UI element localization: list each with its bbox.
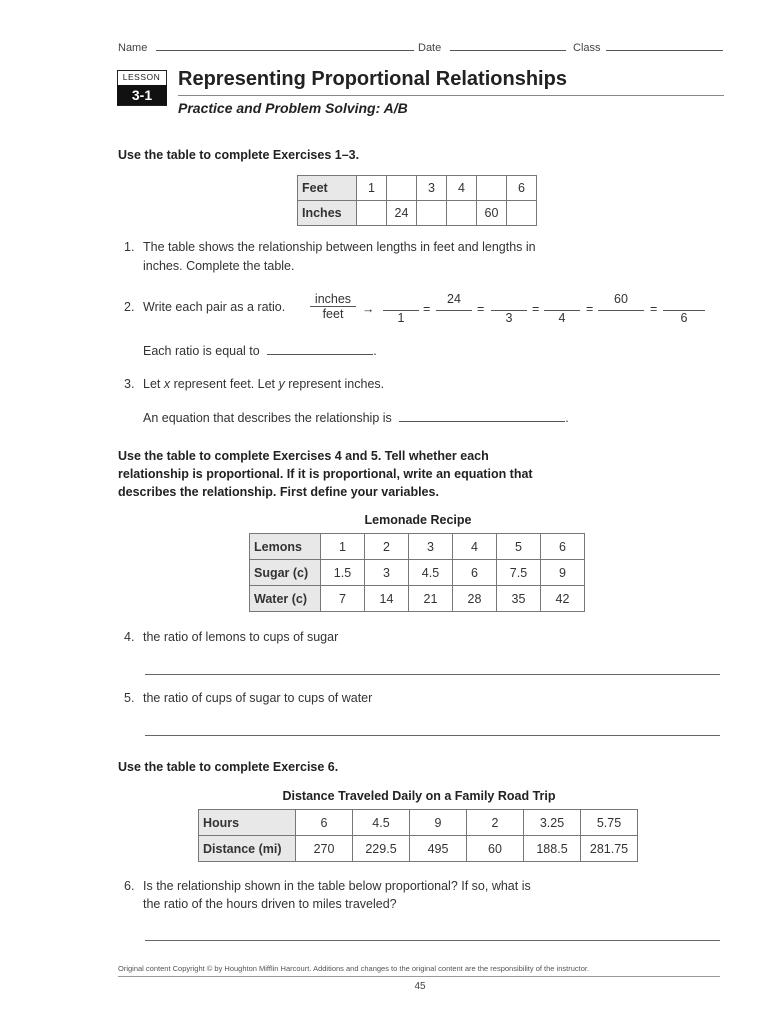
table-cell: 3.25 (524, 810, 581, 836)
table-cell: 1.5 (321, 560, 365, 586)
table-cell-blank[interactable] (447, 201, 477, 226)
instruction-line: describes the relationship. First define your variables. (118, 485, 439, 499)
ratio-5[interactable] (598, 292, 644, 329)
table-cell: 14 (365, 586, 409, 612)
text-segment: represent feet. Let (170, 377, 279, 391)
section2-instruction (118, 447, 533, 501)
table-cell: 3 (417, 176, 447, 201)
exercise-1-number: 1. (124, 240, 135, 254)
row-label: Lemons (250, 534, 321, 560)
equals-sign: = (586, 302, 594, 316)
table-cell: 21 (409, 586, 453, 612)
table-cell: 35 (497, 586, 541, 612)
exercise-6-text-line2: the ratio of the hours driven to miles traveled? (143, 897, 397, 911)
ratio-3-numerator-blank[interactable] (491, 292, 527, 310)
arrow-icon: → (362, 302, 375, 316)
exercise-1-text-line2: inches. Complete the table. (143, 259, 295, 273)
text-segment: represent inches. (284, 377, 385, 391)
ratio-1-numerator-blank[interactable] (383, 292, 419, 310)
exercise-6-answer-line[interactable] (145, 940, 720, 941)
exercise-3-number: 3. (124, 377, 135, 391)
road-trip-table-title: Distance Traveled Daily on a Family Road Trip (282, 789, 556, 803)
table-cell: 4 (447, 176, 477, 201)
date-label: Date (418, 42, 442, 54)
class-field[interactable] (573, 40, 723, 54)
table-cell: 42 (541, 586, 585, 612)
table-cell: 6 (507, 176, 537, 201)
period: . (373, 344, 377, 358)
name-blank[interactable] (156, 40, 414, 51)
name-field[interactable] (118, 40, 414, 54)
equation-text: An equation that describes the relationship is (143, 411, 392, 425)
copyright-notice: Original content Copyright © by Houghton Mifflin Harcourt. Additions and changes to the original content are the responsibility of the instructor. (118, 964, 590, 973)
table-cell: 5.75 (581, 810, 638, 836)
instruction-line: Use the table to complete Exercises 4 and 5. Tell whether each (118, 449, 489, 463)
table-cell: 2 (365, 534, 409, 560)
instruction-line: relationship is proportional. If it is proportional, write an equation that (118, 467, 533, 481)
ratio-1[interactable] (383, 292, 419, 325)
equals-sign: = (532, 302, 540, 316)
ratio-4-numerator-blank[interactable] (544, 292, 580, 310)
equation-blank[interactable] (399, 411, 565, 422)
ratio-4-denominator: 4 (558, 311, 566, 325)
class-blank[interactable] (606, 40, 723, 51)
row-label: Water (c) (250, 586, 321, 612)
table-cell: 6 (541, 534, 585, 560)
table-row (250, 560, 585, 586)
table-cell: 5 (497, 534, 541, 560)
exercise-4-text: the ratio of lemons to cups of sugar (143, 630, 339, 644)
ratio-6-numerator-blank[interactable] (663, 292, 705, 310)
ratio-denominator: feet (322, 307, 344, 321)
ratio-2[interactable] (436, 292, 472, 329)
variable-x: x (163, 377, 171, 391)
ratio-1-denominator: 1 (397, 311, 405, 325)
exercise-6-text-line1: Is the relationship shown in the table below proportional? If so, what is (143, 879, 531, 893)
equal-ratio-prompt (143, 342, 377, 360)
table-cell: 270 (296, 836, 353, 862)
table-cell: 188.5 (524, 836, 581, 862)
table-cell: 24 (387, 201, 417, 226)
ratio-numerator: inches (314, 292, 352, 306)
table-cell: 9 (410, 810, 467, 836)
page-title: Representing Proportional Relationships (178, 68, 567, 90)
table-cell-blank[interactable] (417, 201, 447, 226)
table-cell: 7.5 (497, 560, 541, 586)
ratio-4[interactable] (544, 292, 580, 325)
exercise-4-number: 4. (124, 630, 135, 644)
exercise-5-text: the ratio of cups of sugar to cups of water (143, 691, 373, 705)
table-cell: 6 (296, 810, 353, 836)
text-segment: Let (143, 377, 164, 391)
feet-inches-table (297, 175, 537, 226)
table-cell: 28 (453, 586, 497, 612)
ratio-inches-feet (310, 292, 356, 321)
ratio-3-denominator: 3 (505, 311, 513, 325)
table-cell: 281.75 (581, 836, 638, 862)
table-cell: 1 (357, 176, 387, 201)
variable-y: y (278, 377, 285, 391)
table-cell: 6 (453, 560, 497, 586)
table-cell: 7 (321, 586, 365, 612)
title-divider (178, 95, 724, 96)
exercise-6-number: 6. (124, 879, 135, 893)
equals-sign: = (477, 302, 485, 316)
table-cell: 2 (467, 810, 524, 836)
table-cell: 1 (321, 534, 365, 560)
table-cell: 4 (453, 534, 497, 560)
table-cell: 60 (477, 201, 507, 226)
table-cell: 4.5 (353, 810, 410, 836)
ratio-2-denominator-blank[interactable] (436, 311, 472, 329)
exercise-4-answer-line[interactable] (145, 674, 720, 675)
table-cell-blank[interactable] (387, 176, 417, 201)
lemonade-table (249, 533, 585, 612)
table-cell: 495 (410, 836, 467, 862)
lemonade-table-title: Lemonade Recipe (364, 513, 472, 527)
row-label: Inches (298, 201, 357, 226)
ratio-2-numerator: 24 (447, 292, 461, 306)
ratio-5-numerator: 60 (614, 292, 628, 306)
table-cell: 3 (365, 560, 409, 586)
table-row (250, 586, 585, 612)
table-cell: 60 (467, 836, 524, 862)
table-row (199, 810, 638, 836)
table-row (298, 176, 537, 201)
exercise-5-answer-line[interactable] (145, 735, 720, 736)
lesson-label: LESSON (122, 72, 161, 82)
page-number: 45 (414, 981, 426, 992)
row-label: Distance (mi) (199, 836, 296, 862)
table-cell: 3 (409, 534, 453, 560)
equals-sign: = (650, 302, 658, 316)
date-blank[interactable] (450, 40, 566, 51)
table-row (298, 201, 537, 226)
exercise-3-text (143, 375, 384, 393)
road-trip-table (198, 809, 638, 862)
table-cell-blank[interactable] (477, 176, 507, 201)
page-subtitle: Practice and Problem Solving: A/B (178, 100, 408, 116)
equal-ratio-text: Each ratio is equal to (143, 344, 260, 358)
equals-sign: = (423, 302, 431, 316)
ratio-6[interactable] (663, 292, 705, 325)
ratio-5-denominator-blank[interactable] (598, 311, 644, 329)
section1-instruction: Use the table to complete Exercises 1–3. (118, 148, 360, 162)
equation-prompt (143, 409, 569, 427)
equal-ratio-blank[interactable] (267, 344, 373, 355)
section3-instruction: Use the table to complete Exercise 6. (118, 760, 339, 774)
period: . (565, 411, 569, 425)
table-cell-blank[interactable] (507, 201, 537, 226)
table-row (199, 836, 638, 862)
exercise-5-number: 5. (124, 691, 135, 705)
name-label: Name (118, 42, 148, 54)
table-cell: 4.5 (409, 560, 453, 586)
row-label: Feet (298, 176, 357, 201)
exercise-1-text-line1: The table shows the relationship between lengths in feet and lengths in (143, 240, 536, 254)
class-label: Class (573, 42, 601, 54)
footer-divider (118, 976, 720, 977)
table-cell: 9 (541, 560, 585, 586)
ratio-6-denominator: 6 (680, 311, 688, 325)
table-row (250, 534, 585, 560)
exercise-2-number: 2. (124, 300, 135, 314)
exercise-2-text: Write each pair as a ratio. (143, 300, 286, 314)
row-label: Hours (199, 810, 296, 836)
date-field[interactable] (418, 40, 566, 54)
table-cell: 229.5 (353, 836, 410, 862)
row-label: Sugar (c) (250, 560, 321, 586)
lesson-number: 3-1 (117, 85, 167, 105)
ratio-3[interactable] (491, 292, 527, 325)
table-cell-blank[interactable] (357, 201, 387, 226)
